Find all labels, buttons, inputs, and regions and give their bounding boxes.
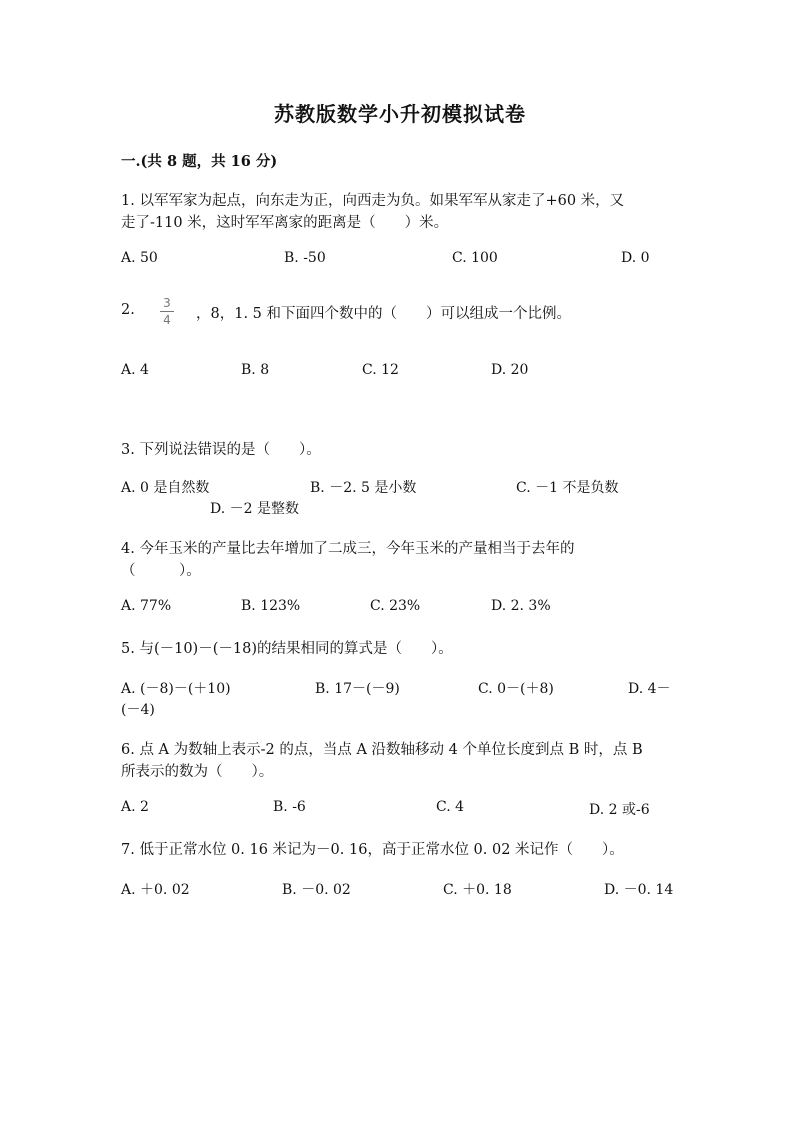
option-c: C. 4 (436, 799, 465, 815)
question-text: 所表示的数为（ ）。 (121, 764, 274, 780)
fraction-numerator: 3 (163, 296, 171, 310)
fraction-three-quarters (160, 296, 174, 327)
option-c: C. 0－(＋8) (478, 681, 554, 697)
option-c: C. 100 (452, 250, 498, 266)
option-d: D. 4－ (628, 681, 671, 697)
question-text: 4. 今年玉米的产量比去年增加了二成三，今年玉米的产量相当于去年的 (121, 541, 575, 557)
question-text: 7. 低于正常水位 0. 16 米记为－0. 16，高于正常水位 0. 02 米记作（ ）。 (121, 842, 624, 858)
question-text: 走了-110 米，这时军军离家的距离是（ ）米。 (121, 215, 449, 231)
option-a: A. 77% (121, 598, 172, 614)
question-text: 1. 以军军家为起点，向东走为正，向西走为负。如果军军从家走了+60 米，又 (121, 193, 625, 209)
question-text: （ ）。 (121, 563, 201, 579)
fraction-denominator: 4 (163, 313, 171, 327)
option-d: D. 2. 3% (491, 598, 551, 614)
page-title: 苏教版数学小升初模拟试卷 (274, 102, 526, 126)
option-c: C. 23% (370, 598, 421, 614)
section-heading: 一.(共 8 题，共 16 分) (121, 153, 278, 170)
option-d: D. 0 (621, 250, 650, 266)
fraction-bar (160, 311, 174, 312)
option-b: B. -6 (273, 799, 306, 815)
option-b: B. 8 (241, 362, 270, 378)
option-a: A. 2 (121, 799, 149, 815)
option-a: A. 50 (121, 250, 158, 266)
option-d-continued: (－4) (121, 702, 155, 718)
option-a: A. ＋0. 02 (121, 882, 190, 898)
option-d: D. 2 或-6 (589, 802, 650, 818)
question-text: 3. 下列说法错误的是（ ）。 (121, 442, 321, 458)
option-c: C. －1 不是负数 (516, 480, 619, 496)
option-d: D. －0. 14 (604, 882, 674, 898)
option-a: A. (－8)－(＋10) (121, 681, 231, 697)
question-text: ，8，1. 5 和下面四个数中的（ ）可以组成一个比例。 (196, 306, 572, 322)
option-b: B. 17－(－9) (315, 681, 400, 697)
question-number: 2. (121, 302, 135, 318)
option-d: D. 20 (491, 362, 529, 378)
option-c: C. 12 (362, 362, 399, 378)
option-b: B. -50 (284, 250, 326, 266)
option-d: D. －2 是整数 (210, 501, 299, 517)
option-b: B. －0. 02 (282, 882, 351, 898)
option-a: A. 0 是自然数 (121, 480, 210, 496)
option-b: B. －2. 5 是小数 (310, 480, 417, 496)
question-text: 5. 与(－10)－(－18)的结果相同的算式是（ ）。 (121, 641, 453, 657)
question-text: 6. 点 A 为数轴上表示-2 的点，当点 A 沿数轴移动 4 个单位长度到点 B 时，点 B (121, 742, 643, 758)
option-c: C. ＋0. 18 (443, 882, 512, 898)
option-b: B. 123% (241, 598, 301, 614)
option-a: A. 4 (121, 362, 149, 378)
